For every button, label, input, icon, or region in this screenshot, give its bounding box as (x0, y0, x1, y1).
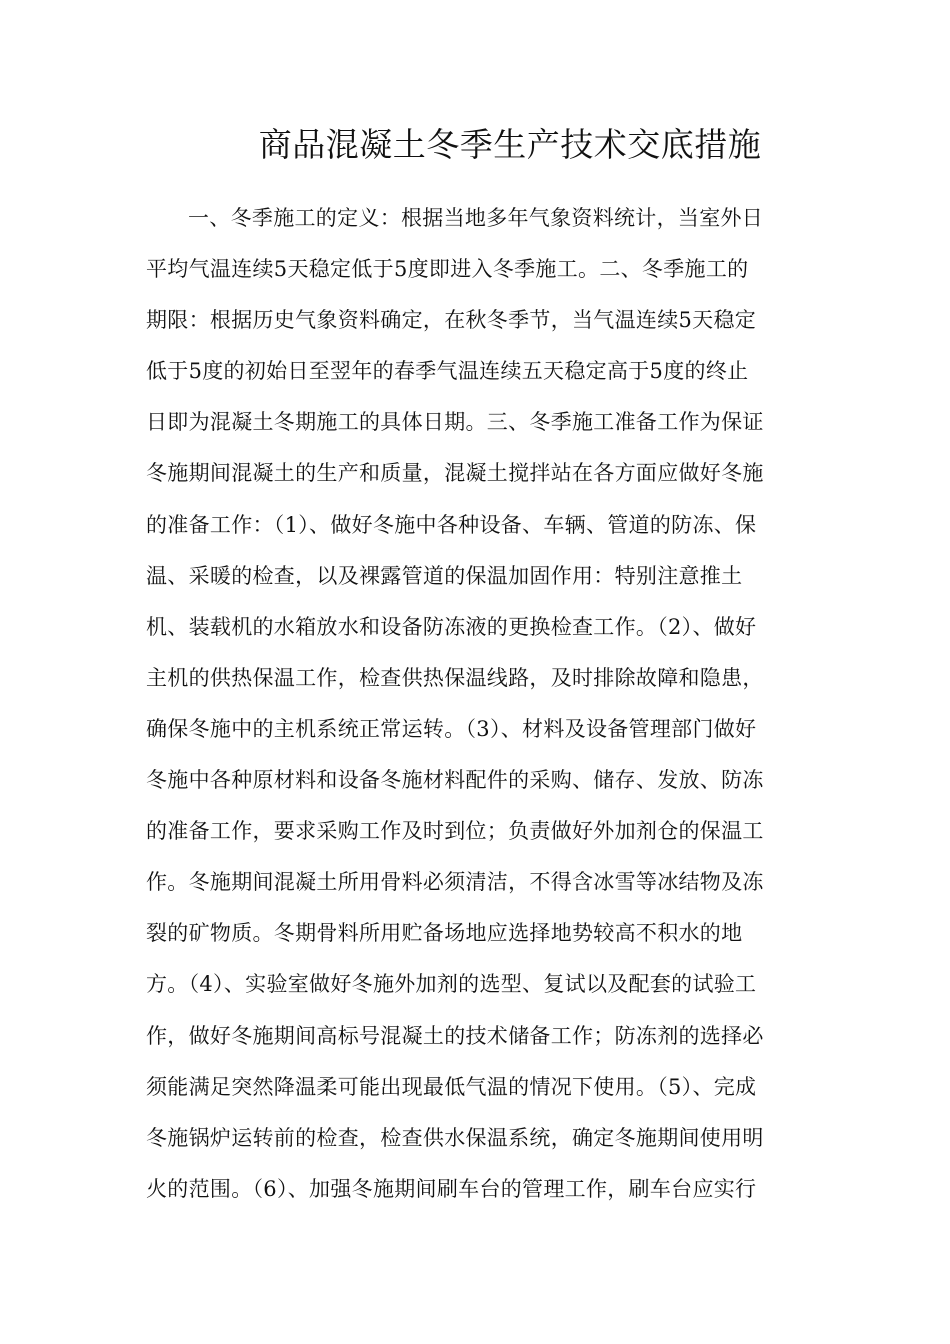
document-title: 商品混凝土冬季生产技术交底措施 (258, 125, 762, 164)
body-line: 冬施锅炉运转前的检查，检查供水保温系统，确定冬施期间使用明 (146, 1125, 764, 1150)
body-line: 裂的矿物质。冬期骨料所用贮备场地应选择地势较高不积水的地 (146, 921, 743, 946)
body-line: 日即为混凝土冬期施工的具体日期。三、冬季施工准备工作为保证 (146, 410, 764, 435)
body-line: 确保冬施中的主机系统正常运转。（3）、材料及设备管理部门做好 (146, 716, 757, 741)
body-line: 作，做好冬施期间高标号混凝土的技术储备工作；防冻剂的选择必 (146, 1023, 764, 1048)
body-line: 期限：根据历史气象资料确定，在秋冬季节，当气温连续5天稳定 (146, 308, 757, 333)
body-line: 火的范围。（6）、加强冬施期间刷车台的管理工作，刷车台应实行 (146, 1176, 757, 1201)
body-line: 的准备工作，要求采购工作及时到位；负责做好外加剂仓的保温工 (146, 819, 764, 844)
body-line: 作。冬施期间混凝土所用骨料必须清洁，不得含冰雪等冰结物及冻 (146, 870, 764, 895)
body-line: 平均气温连续5天稳定低于5度即进入冬季施工。二、冬季施工的 (146, 257, 749, 282)
body-line: 温、采暖的检查，以及裸露管道的保温加固作用：特别注意推土 (146, 563, 743, 588)
body-line: 冬施中各种原材料和设备冬施材料配件的采购、储存、发放、防冻 (146, 768, 764, 793)
document-body (146, 193, 816, 1215)
body-line: 一、冬季施工的定义：根据当地多年气象资料统计，当室外日 (188, 206, 764, 230)
body-line: 方。（4）、实验室做好冬施外加剂的选型、复试以及配套的试验工 (146, 972, 757, 997)
body-line: 主机的供热保温工作，检查供热保温线路，及时排除故障和隐患， (146, 665, 764, 690)
body-line: 的准备工作：（1）、做好冬施中各种设备、车辆、管道的防冻、保 (146, 512, 757, 537)
body-line: 机、装载机的水箱放水和设备防冻液的更换检查工作。（2）、做好 (146, 614, 757, 639)
body-line: 冬施期间混凝土的生产和质量，混凝土搅拌站在各方面应做好冬施 (146, 461, 764, 486)
body-line: 须能满足突然降温柔可能出现最低气温的情况下使用。（5）、完成 (146, 1074, 757, 1099)
body-line: 低于5度的初始日至翌年的春季气温连续五天稳定高于5度的终止 (146, 359, 749, 384)
